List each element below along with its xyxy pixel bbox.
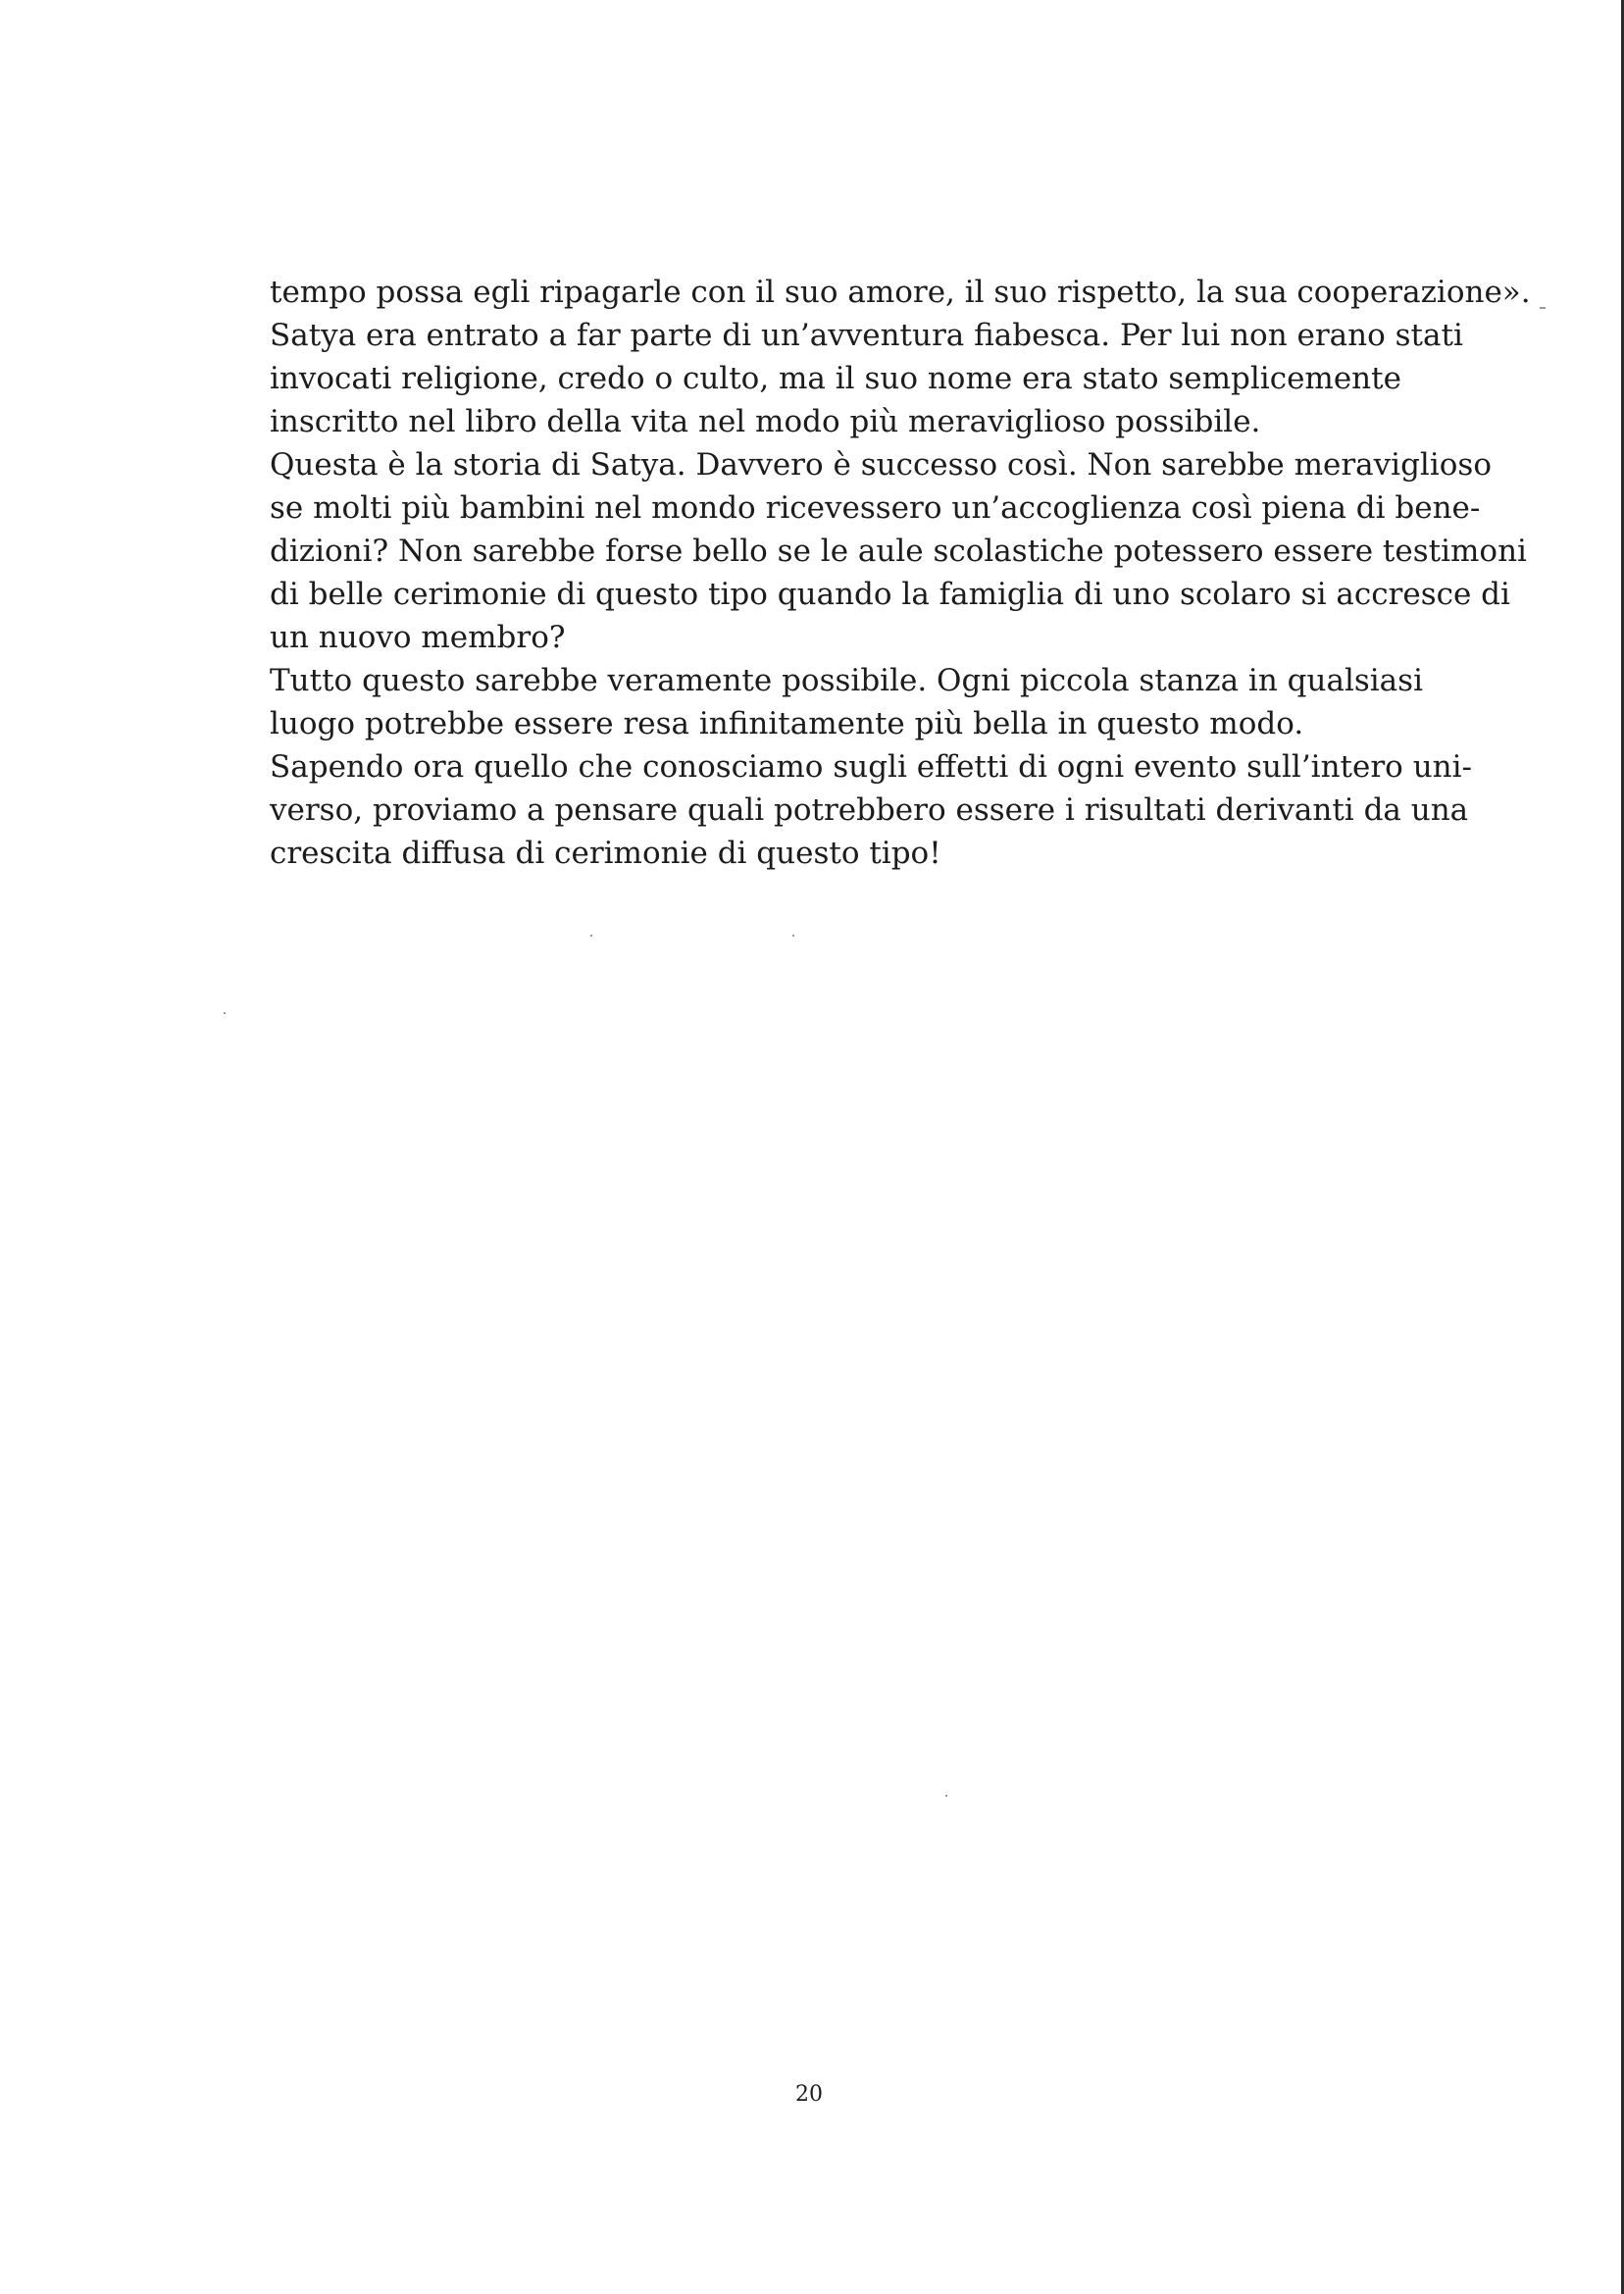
text-line: luogo potrebbe essere resa infinitamente più bella in questo modo.: [270, 706, 1304, 741]
scan-speck: [1540, 307, 1546, 309]
scan-speck: [590, 935, 592, 937]
text-line: Questa è la storia di Satya. Davvero è successo così. Non sarebbe meraviglioso: [270, 447, 1492, 483]
text-line: Satya era entrato a far parte di un’avventura fiabesca. Per lui non erano stati: [270, 318, 1463, 353]
body-text: [270, 271, 1531, 875]
text-line: crescita diffusa di cerimonie di questo tipo!: [270, 836, 941, 871]
page-number: 20: [795, 2082, 823, 2107]
text-line: inscritto nel libro della vita nel modo più meraviglioso possibile.: [270, 404, 1261, 439]
text-line: Sapendo ora quello che conosciamo sugli effetti di ogni evento sull’intero uni-: [270, 749, 1473, 785]
text-line: tempo possa egli ripagarle con il suo amore, il suo rispetto, la sua cooperazione».: [270, 275, 1531, 310]
text-line: se molti più bambini nel mondo ricevessero un’accoglienza così piena di bene-: [270, 490, 1481, 526]
text-line: verso, proviamo a pensare quali potrebbero essere i risultati derivanti da una: [270, 792, 1469, 828]
text-line: di belle cerimonie di questo tipo quando la famiglia di uno scolaro si accresce di: [270, 577, 1510, 612]
scan-speck: [224, 1012, 226, 1014]
text-line: un nuovo membro?: [270, 620, 566, 655]
scan-speck: [792, 935, 794, 937]
text-line: invocati religione, credo o culto, ma il suo nome era stato semplicemente: [270, 361, 1401, 396]
text-line: Tutto questo sarebbe veramente possibile. Ogni piccola stanza in qualsiasi: [270, 663, 1423, 698]
scan-speck: [945, 1795, 947, 1797]
text-line: dizioni? Non sarebbe forse bello se le aule scolastiche potessero essere testimoni: [270, 534, 1527, 569]
